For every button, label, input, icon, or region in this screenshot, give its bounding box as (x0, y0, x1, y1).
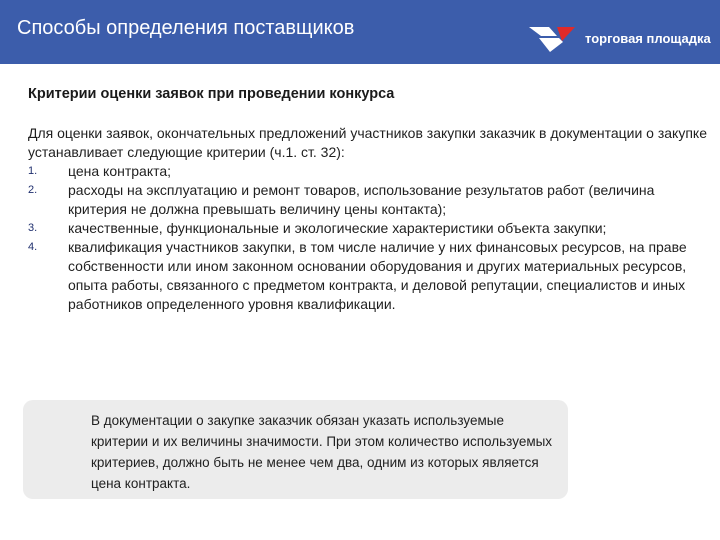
criteria-text: квалификация участников закупки, в том числе наличие у них финансовых ресурсов, на праве собственности или ином законном основании оборудования и других материальных ресурсов, опыта работы, связанного с предметом контракта, и деловой репутации, специалистов и иных работников определенного уровня квалификации. (68, 239, 687, 312)
criteria-text: расходы на эксплуатацию и ремонт товаров, использование результатов работ (величина критерия не должна превышать величину цены контакта); (68, 182, 655, 217)
criteria-text: качественные, функциональные и экологические характеристики объекта закупки; (68, 220, 607, 236)
criteria-list (28, 162, 708, 314)
wing-triangle-logo-icon (529, 23, 577, 53)
note-text: В документации о закупке заказчик обязан указать используемые критерии и их величины значимости. При этом количество используемых критериев, должно быть не менее чем два, одним из которых является цена контракта. (91, 413, 553, 491)
page-title: Способы определения поставщиков (17, 17, 355, 39)
criteria-item (28, 181, 708, 219)
section-heading: Критерии оценки заявок при проведении конкурса (28, 86, 395, 102)
criteria-number: 3. (28, 222, 38, 234)
header-bar (0, 0, 720, 64)
criteria-number: 1. (28, 165, 38, 177)
criteria-item (28, 219, 708, 238)
criteria-item (28, 162, 708, 181)
criteria-number: 4. (28, 241, 38, 253)
criteria-number: 2. (28, 184, 38, 196)
intro-paragraph: Для оценки заявок, окончательных предложений участников закупки заказчик в документации о закупке устанавливает следующие критерии (ч.1. ст. 32): (28, 125, 707, 160)
criteria-block (28, 124, 708, 314)
logo (529, 22, 711, 54)
criteria-text: цена контракта; (68, 163, 172, 179)
note-box (23, 400, 568, 499)
criteria-item (28, 238, 708, 314)
logo-text: торговая площадка (585, 30, 711, 46)
